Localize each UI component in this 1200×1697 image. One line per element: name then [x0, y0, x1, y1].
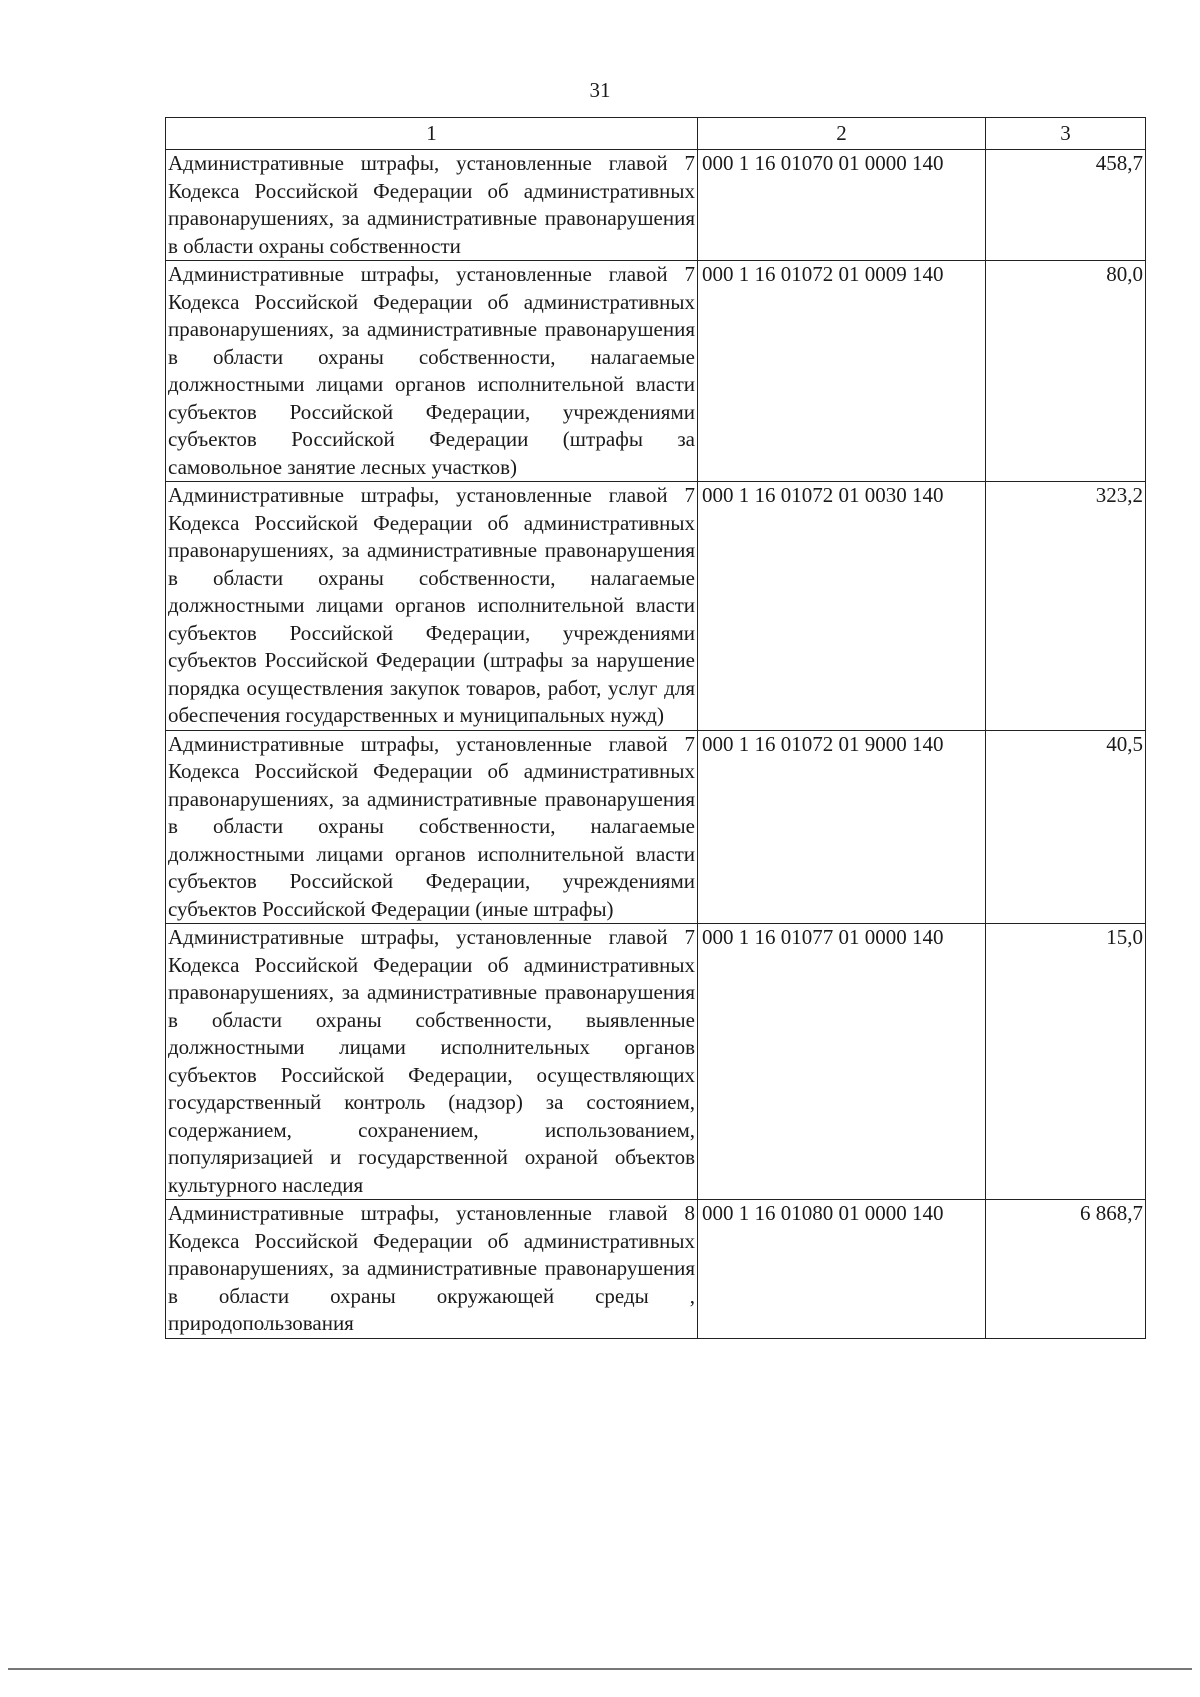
table-row	[166, 924, 1146, 1200]
header-col-3: 3	[986, 118, 1146, 150]
table-row	[166, 482, 1146, 731]
table-row	[166, 730, 1146, 924]
row-description: Административные штрафы, установленные главой 7 Кодекса Российской Федерации об административных правонарушениях, за административные правонарушения в области охраны собственности	[166, 150, 698, 261]
row-description: Административные штрафы, установленные главой 7 Кодекса Российской Федерации об административных правонарушениях, за административные правонарушения в области охраны собственности, выявленные должностными лицами исполнительных органов субъектов Российской Федерации, осуществляющих государственный контроль (надзор) за состоянием, содержанием, сохранением, использованием, популяризацией и государственной охраной объектов культурного наследия	[166, 924, 698, 1200]
table-row	[166, 261, 1146, 482]
row-description: Административные штрафы, установленные главой 7 Кодекса Российской Федерации об административных правонарушениях, за административные правонарушения в области охраны собственности, налагаемые должностными лицами органов исполнительной власти субъектов Российской Федерации, учреждениями субъектов Российской Федерации (иные штрафы)	[166, 730, 698, 924]
row-description: Административные штрафы, установленные главой 7 Кодекса Российской Федерации об административных правонарушениях, за административные правонарушения в области охраны собственности, налагаемые должностными лицами органов исполнительной власти субъектов Российской Федерации, учреждениями субъектов Российской Федерации (штрафы за самовольное занятие лесных участков)	[166, 261, 698, 482]
row-code: 000 1 16 01070 01 0000 140	[698, 150, 986, 261]
table-row	[166, 150, 1146, 261]
row-description: Административные штрафы, установленные главой 7 Кодекса Российской Федерации об административных правонарушениях, за административные правонарушения в области охраны собственности, налагаемые должностными лицами органов исполнительной власти субъектов Российской Федерации, учреждениями субъектов Российской Федерации (штрафы за нарушение порядка осуществления закупок товаров, работ, услуг для обеспечения государственных и муниципальных нужд)	[166, 482, 698, 731]
row-code: 000 1 16 01072 01 9000 140	[698, 730, 986, 924]
table-header-row	[166, 118, 1146, 150]
revenue-table	[165, 117, 1146, 1339]
page-number: 31	[589, 78, 611, 102]
row-code: 000 1 16 01072 01 0009 140	[698, 261, 986, 482]
table-row	[166, 1200, 1146, 1339]
row-amount: 323,2	[986, 482, 1146, 731]
row-amount: 6 868,7	[986, 1200, 1146, 1339]
header-col-1: 1	[166, 118, 698, 150]
row-amount: 80,0	[986, 261, 1146, 482]
row-amount: 40,5	[986, 730, 1146, 924]
header-col-2: 2	[698, 118, 986, 150]
row-code: 000 1 16 01080 01 0000 140	[698, 1200, 986, 1339]
row-amount: 15,0	[986, 924, 1146, 1200]
scan-edge-line	[8, 1668, 1192, 1670]
row-code: 000 1 16 01077 01 0000 140	[698, 924, 986, 1200]
row-code: 000 1 16 01072 01 0030 140	[698, 482, 986, 731]
row-description: Административные штрафы, установленные главой 8 Кодекса Российской Федерации об административных правонарушениях, за административные правонарушения в области охраны окружающей среды , природопользования	[166, 1200, 698, 1339]
row-amount: 458,7	[986, 150, 1146, 261]
